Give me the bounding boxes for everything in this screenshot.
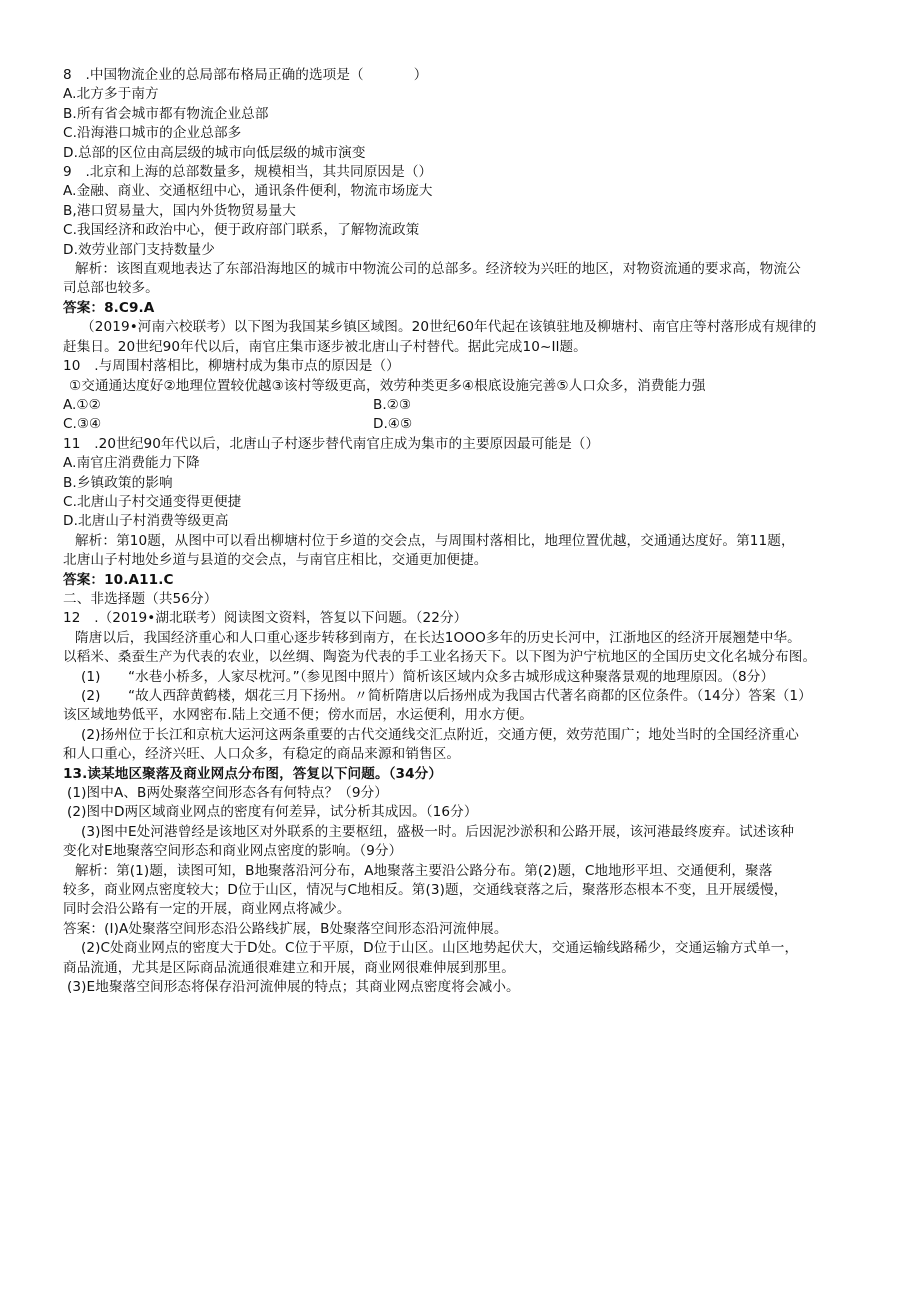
- q11-option-b: B.乡镇政策的影响: [63, 474, 173, 491]
- answer-8-9: 答案：8.C9.A: [63, 299, 155, 316]
- q10-options-row1: [63, 396, 863, 415]
- q9-stem: 9 .北京和上海的总部数量多，规模相当，其共同原因是（）: [63, 164, 433, 181]
- q13-sub1: (1)图中A、B两处聚落空间形态各有何特点？（9分）: [67, 785, 389, 802]
- q12-answer2-line2: 和人口重心，经济兴旺、人口众多，有稳定的商品来源和销售区。: [63, 746, 461, 763]
- q8-stem: [63, 66, 863, 85]
- q9-option-d: D.效劳业部门支持数量少: [63, 241, 215, 258]
- q8-option-d: D.总部的区位由高层级的城市向低层级的城市演变: [63, 144, 366, 161]
- q11-option-c: C.北唐山子村交通变得更便捷: [63, 493, 242, 510]
- q13-analysis-line1: 解析：第(1)题，读图可知，B地聚落沿河分布，A地聚落主要沿公路分布。第(2)题，C地地形平坦、交通便利，聚落: [75, 862, 773, 879]
- q13-analysis-line3: 同时会沿公路有一定的开展，商业网点将减少。: [63, 901, 351, 918]
- q8-option-b: B.所有省会城市都有物流企业总部: [63, 105, 269, 122]
- q12-sub2: (2) “故人西辞黄鹤楼，烟花三月下扬州。〃简析隋唐以后扬州成为我国古代著名商都的区位条件。（14分）答案（1）: [81, 688, 812, 704]
- q11-stem: 11 .20世纪90年代以后，北唐山子村逐步替代南官庄成为集市的主要原因最可能是（）: [63, 435, 600, 452]
- q9-option-b: B,港口贸易量大，国内外货物贸易量大: [63, 202, 296, 219]
- q8-stem-end: ）: [413, 67, 428, 83]
- q13-answer3: (3)E地聚落空间形态将保存沿河流伸展的特点；其商业网点密度将会减小。: [67, 979, 520, 996]
- analysis-10-11-line1: 解析：第10题，从图中可以看出柳塘村位于乡道的交会点，与周围村落相比，地理位置优越，交通通达度好。第11题，: [75, 532, 795, 549]
- q12-stem: 12 .（2019•湖北联考）阅读图文资料，答复以下问题。（22分）: [63, 610, 468, 627]
- q12-material-line1: 隋唐以后，我国经济重心和人口重心逐步转移到南方，在长达1OOO多年的历史长河中，江浙地区的经济开展翘楚中华。: [75, 629, 801, 646]
- analysis-8-9-line2: 司总部也较多。: [63, 280, 159, 297]
- q13-answer2-line1: (2)C处商业网点的密度大于D处。C位于平原，D位于山区。山区地势起伏大，交通运输线路稀少，交通运输方式单一，: [81, 940, 799, 957]
- q13-answer2-line2: 商品流通，尤其是区际商品流通很难建立和开展，商业网很难伸展到那里。: [63, 959, 515, 976]
- q9-option-a: A.金融、商业、交通枢纽中心，通讯条件便利，物流市场庞大: [63, 183, 433, 200]
- q10-option-a: A.①②: [63, 396, 101, 413]
- analysis-10-11-line2: 北唐山子村地处乡道与县道的交会点，与南官庄相比，交通更加便捷。: [63, 552, 488, 569]
- q12-answer2-line1: (2)扬州位于长江和京杭大运河这两条重要的古代交通线交汇点附近，交通方便，效劳范围广；地处当时的全国经济重心: [81, 726, 799, 743]
- q13-sub3-line2: 变化对E地聚落空间形态和商业网点密度的影响。（9分）: [63, 843, 403, 860]
- q13-analysis-line2: 较多，商业网点密度较大；D位于山区，情况与C地相反。第(3)题，交通线衰落之后，聚落形态根本不变，且开展缓慢，: [63, 882, 788, 899]
- q8-option-c: C.沿海港口城市的企业总部多: [63, 125, 242, 142]
- q13-sub3-line1: (3)图中E处河港曾经是该地区对外联系的主要枢纽，盛极一时。后因泥沙淤积和公路开展，该河港最终废弃。试述该种: [81, 823, 794, 840]
- q9-option-c: C.我国经济和政治中心，便于政府部门联系，了解物流政策: [63, 222, 420, 239]
- q10-option-c: C.③④: [63, 416, 102, 433]
- answer-10-11: 答案：10.A11.C: [63, 571, 174, 588]
- intro-10-11-line2: 赶集日。20世纪90年代以后，南官庄集市逐步被北唐山子村替代。据此完成10~Il题。: [63, 338, 587, 355]
- q10-items: ①交通通达度好②地理位置较优越③该村等级更高，效劳种类更多④根底设施完善⑤人口众多，消费能力强: [69, 377, 706, 394]
- q11-option-a: A.南官庄消费能力下降: [63, 455, 200, 472]
- q13-answer1: 答案：(I)A处聚落空间形态沿公路线扩展，B处聚落空间形态沿河流伸展。: [63, 920, 508, 937]
- q10-option-b: B.②③: [373, 396, 412, 413]
- section-heading: 二、非选择题（共56分）: [63, 590, 218, 607]
- q13-sub2: (2)图中D两区域商业网点的密度有何差异，试分析其成因。（16分）: [67, 804, 478, 821]
- q10-option-d: D.④⑤: [373, 416, 413, 433]
- q13-stem: 13.读某地区聚落及商业网点分布图，答复以下问题。（34分）: [63, 765, 443, 782]
- q12-answer1: 该区域地势低平，水网密布.陆上交通不便；傍水而居，水运便利，用水方便。: [63, 707, 534, 724]
- document-page: [63, 66, 863, 998]
- q8-stem-text: 8 .中国物流企业的总局部布格局正确的选项是（: [63, 67, 364, 83]
- intro-10-11-line1: （2019•河南六校联考）以下图为我国某乡镇区域图。20世纪60年代起在该镇驻地及柳塘村、南官庄等村落形成有规律的: [81, 319, 817, 336]
- q10-options-row2: [63, 415, 863, 434]
- q8-option-a: A.北方多于南方: [63, 86, 159, 103]
- q12-material-line2: 以稻米、桑蚕生产为代表的农业，以丝绸、陶瓷为代表的手工业名扬天下。以下图为沪宁杭地区的全国历史文化名城分布图。: [63, 649, 817, 666]
- analysis-8-9-line1: 解析：该图直观地表达了东部沿海地区的城市中物流公司的总部多。经济较为兴旺的地区，对物资流通的要求高，物流公: [75, 261, 801, 278]
- q12-sub1: (1) “水巷小桥多，人家尽枕河。”（参见图中照片）简析该区域内众多古城形成这种聚落景观的地理原因。（8分）: [81, 668, 775, 685]
- q10-stem: 10 .与周围村落相比，柳塘村成为集市点的原因是（）: [63, 358, 400, 375]
- q11-option-d: D.北唐山子村消费等级更高: [63, 513, 229, 530]
